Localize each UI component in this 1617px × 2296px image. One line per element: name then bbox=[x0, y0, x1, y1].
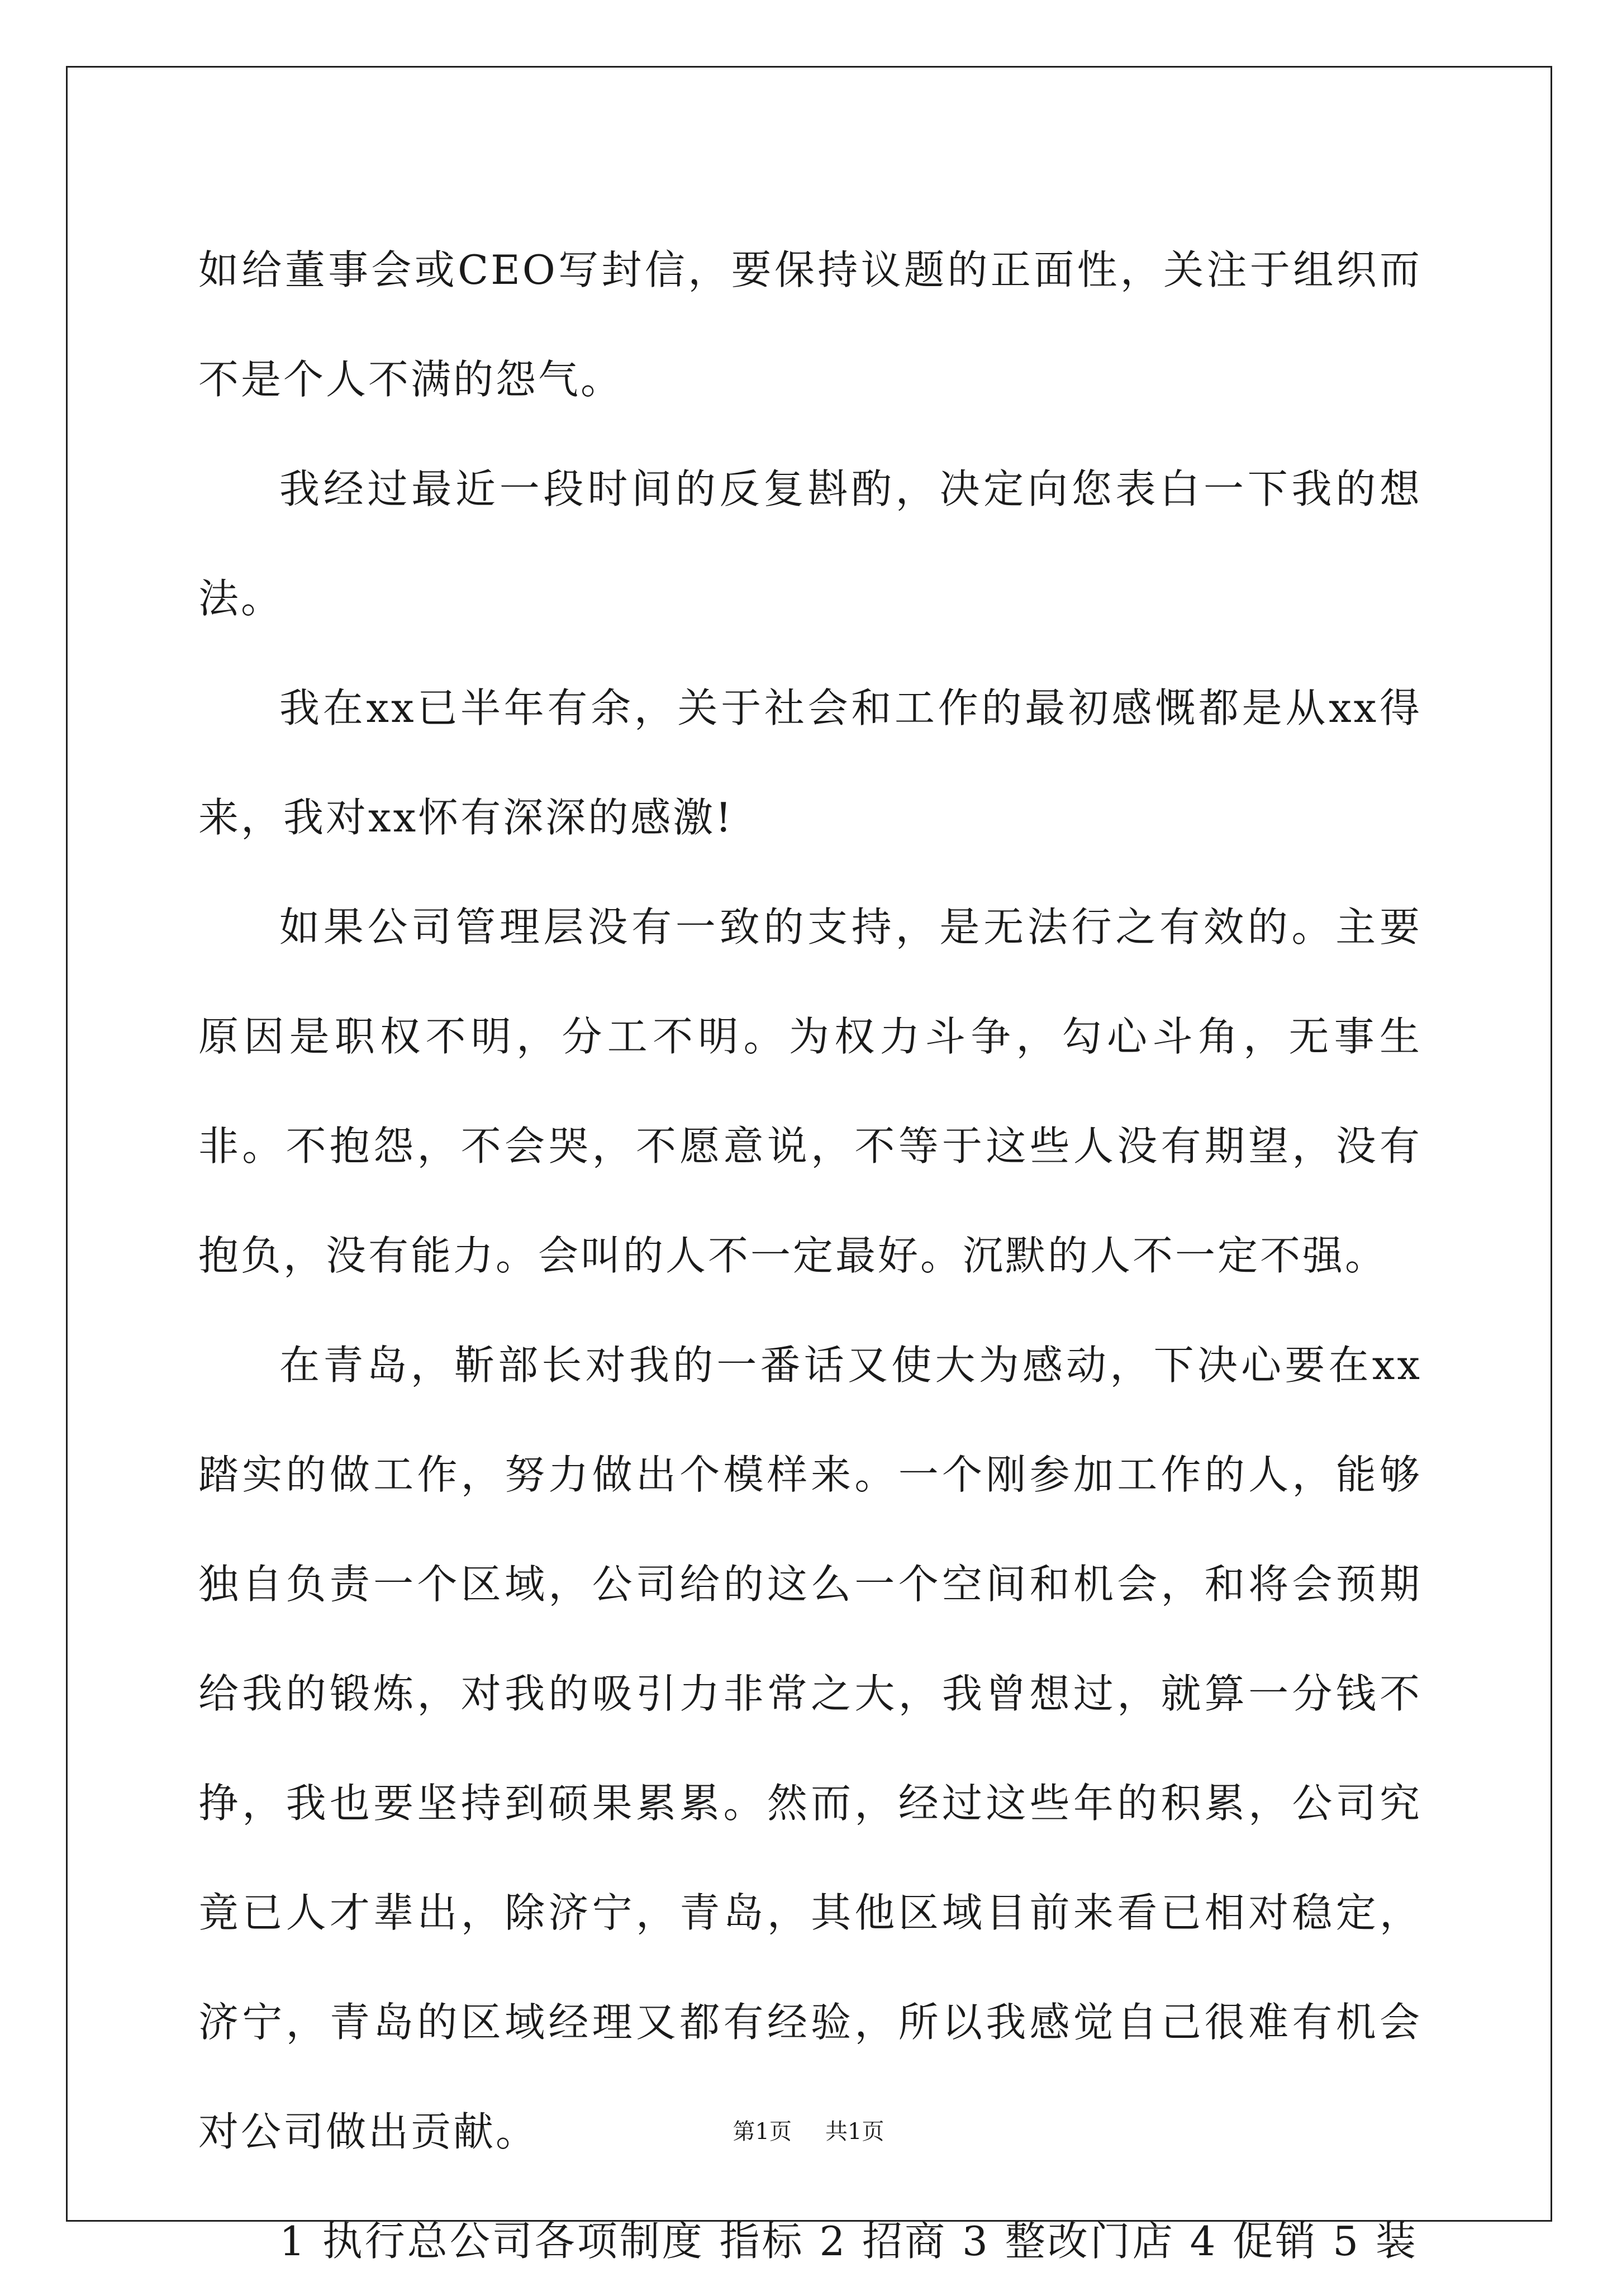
page-number: 第1页 bbox=[733, 2119, 792, 2145]
page-total: 共1页 bbox=[825, 2119, 884, 2145]
paragraph-2: 我经过最近一段时间的反复斟酌，决定向您表白一下我的想法。 bbox=[198, 465, 1422, 622]
document-body bbox=[198, 215, 1422, 2296]
paragraph-3: 我在xx已半年有余，关于社会和工作的最初感慨都是从xx得来，我对xx怀有深深的感激! bbox=[198, 684, 1422, 841]
paragraph-1: 如给董事会或CEO写封信，要保持议题的正面性，关注于组织而不是个人不满的怨气。 bbox=[198, 246, 1422, 403]
paragraph-6: 1 执行总公司各项制度 指标 2 招商 3 整改门店 4 促销 5 装 bbox=[279, 2218, 1418, 2265]
paragraph-4: 如果公司管理层没有一致的支持，是无法行之有效的。主要原因是职权不明，分工不明。为权力斗争，勾心斗角，无事生非。不抱怨，不会哭，不愿意说，不等于这些人没有期望，没有抱负，没有能力。会叫的人不一定最好。沉默的人不一定不强。 bbox=[198, 904, 1422, 1279]
page-footer bbox=[0, 2118, 1617, 2146]
paragraph-5: 在青岛，靳部长对我的一番话又使大为感动，下决心要在xx踏实的做工作，努力做出个模样来。一个刚参加工作的人，能够独自负责一个区域，公司给的这么一个空间和机会，和将会预期给我的锻炼，对我的吸引力非常之大，我曾想过，就算一分钱不挣，我也要坚持到硕果累累。然而，经过这些年的积累，公司究竟已人才辈出，除济宁，青岛，其他区域目前来看已相对稳定，济宁，青岛的区域经理又都有经验，所以我感觉自己很难有机会对公司做出贡献。 bbox=[198, 1342, 1422, 2155]
